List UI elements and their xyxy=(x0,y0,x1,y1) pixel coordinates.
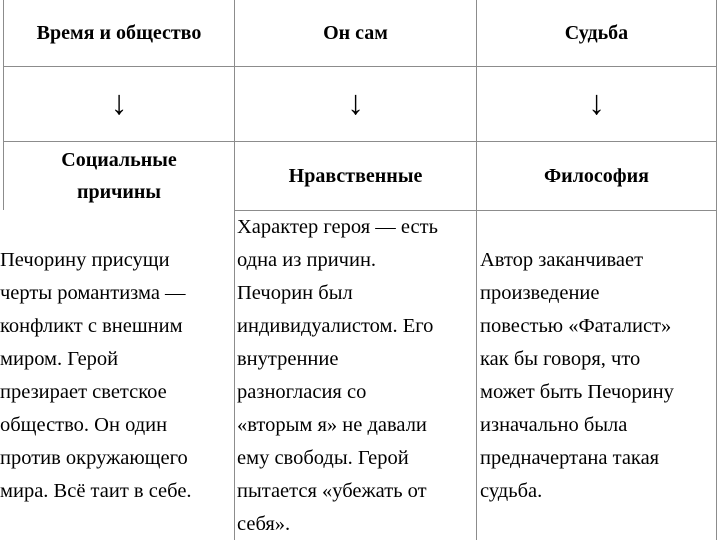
text-line: миром. Герой xyxy=(0,348,119,370)
cell-time-and-society-text xyxy=(0,244,192,508)
category-social-causes xyxy=(4,142,234,210)
text-line: предначертана такая xyxy=(480,447,660,469)
cell-himself-text xyxy=(237,211,438,540)
text-line: изначально была xyxy=(480,414,628,436)
down-arrow-icon: ↓ xyxy=(588,85,605,122)
text-line: одна из причин. xyxy=(237,249,377,271)
category-philosophy xyxy=(477,142,716,210)
text-line: повестью «Фаталист» xyxy=(480,315,672,337)
text-line: индивидуалистом. Его xyxy=(237,315,434,337)
cell-fate-text xyxy=(480,244,674,508)
text-line: черты романтизма — xyxy=(0,282,186,304)
down-arrow-icon: ↓ xyxy=(110,85,128,122)
text-line: может быть Печорину xyxy=(480,381,674,403)
text-line: произведение xyxy=(480,282,600,304)
category-line: Нравственные xyxy=(288,165,423,187)
text-line: как бы говоря, что xyxy=(480,348,641,370)
text-line: Печорин был xyxy=(237,282,353,304)
text-line: против окружающего xyxy=(0,447,188,469)
text-line: внутренние xyxy=(237,348,339,370)
text-line: Автор заканчивает xyxy=(480,249,644,271)
text-line: пытается «убежать от xyxy=(237,480,427,502)
header-time-and-society: Время и общество xyxy=(36,22,202,44)
text-line: разногласия со xyxy=(237,381,367,403)
text-line: Печорину присущи xyxy=(0,249,170,271)
table-border-right xyxy=(716,0,717,540)
category-line: Социальные xyxy=(61,149,177,171)
text-line: судьба. xyxy=(480,480,543,502)
down-arrow-icon: ↓ xyxy=(347,85,364,122)
text-line: Характер героя — есть xyxy=(237,216,438,238)
header-fate: Судьба xyxy=(564,22,629,44)
text-line: себя». xyxy=(237,513,291,535)
text-line: мира. Всё таит в себе. xyxy=(0,480,192,502)
header-himself: Он сам xyxy=(323,22,388,44)
category-line: Философия xyxy=(544,165,649,187)
text-line: презирает светское xyxy=(0,381,167,403)
text-line: «вторым я» не давали xyxy=(237,414,427,436)
category-line: причины xyxy=(76,181,162,203)
text-line: общество. Он один xyxy=(0,414,168,436)
text-line: ему свободы. Герой xyxy=(237,447,409,469)
text-line: конфликт с внешним xyxy=(0,315,183,337)
category-moral xyxy=(235,142,476,210)
